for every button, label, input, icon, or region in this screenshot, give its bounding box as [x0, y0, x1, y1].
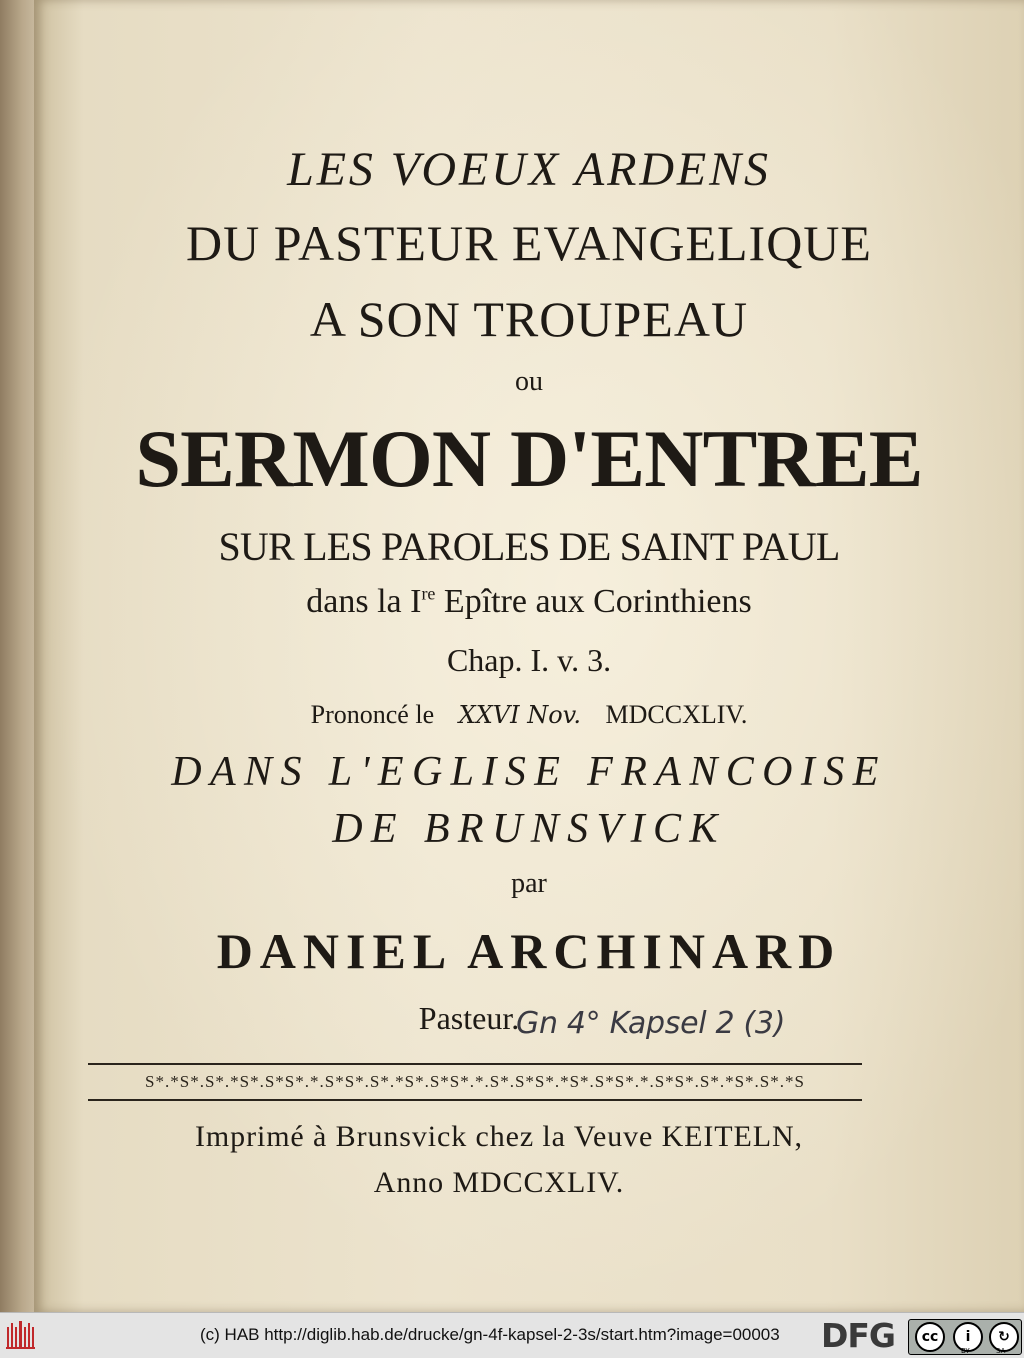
- date-prefix: Prononcé le: [310, 700, 435, 729]
- copyright-link[interactable]: (c) HAB http://diglib.hab.de/drucke/gn-4f-kapsel-2-3s/start.htm?image=00003: [200, 1325, 780, 1344]
- hab-logo-icon: [6, 1319, 36, 1351]
- title-page: [34, 0, 1024, 1312]
- title-line-paroles: SUR LES PAROLES DE SAINT PAUL: [218, 524, 840, 569]
- cc-license-badge[interactable]: [908, 1319, 1022, 1355]
- title-line-3: A SON TROUPEAU: [309, 291, 749, 347]
- title-line-date: [34, 700, 1024, 730]
- handwritten-shelfmark: Gn 4° Kapsel 2 (3): [516, 1006, 786, 1041]
- imprint-line-2: Anno MDCCXLIV.: [373, 1166, 625, 1199]
- imprint-line-1: Imprimé à Brunsvick chez la Veuve KEITELN,: [195, 1120, 803, 1153]
- title-main-sermon: SERMON D'ENTREE: [135, 413, 923, 504]
- epitre-superscript: re: [421, 583, 436, 604]
- author-title: Pasteur.: [418, 1000, 520, 1036]
- creative-commons-icon: cc: [915, 1322, 945, 1352]
- by-label: BY: [961, 1347, 970, 1355]
- handwritten-date: XXVI Nov.: [458, 701, 582, 729]
- title-line-chapter: Chap. I. v. 3.: [446, 642, 612, 678]
- dfg-logo: DFG: [821, 1316, 896, 1355]
- title-line-brunsvick: DE BRUNSVICK: [332, 806, 726, 852]
- title-line-2: DU PASTEUR EVANGELIQUE: [186, 215, 872, 271]
- copyright-footer: [0, 1312, 1024, 1358]
- title-line-par: par: [511, 868, 547, 899]
- epitre-text-a: dans la I: [306, 583, 422, 620]
- title-line-ou: ou: [515, 366, 543, 397]
- title-line-1: LES VOEUX ARDENS: [287, 143, 771, 196]
- date-year: MDCCXLIV.: [605, 700, 748, 729]
- author-name: DANIEL ARCHINARD: [216, 923, 842, 979]
- epitre-text-b: Epître aux Corinthiens: [435, 583, 752, 620]
- title-line-eglise: DANS L'EGLISE FRANCOISE: [171, 749, 887, 795]
- sa-label: SA: [996, 1347, 1006, 1355]
- ornamental-border: S*.*S*.S*.*S*.S*S*.*.S*S*.S*.*S*.S*S*.*.S*.S*S*.*S*.S*S*.*.S*S*.S*.*S*.S*.*S: [88, 1063, 862, 1101]
- share-alike-icon: ↻: [989, 1322, 1019, 1352]
- attribution-icon: i: [953, 1322, 983, 1352]
- title-line-epitre: [34, 583, 1024, 621]
